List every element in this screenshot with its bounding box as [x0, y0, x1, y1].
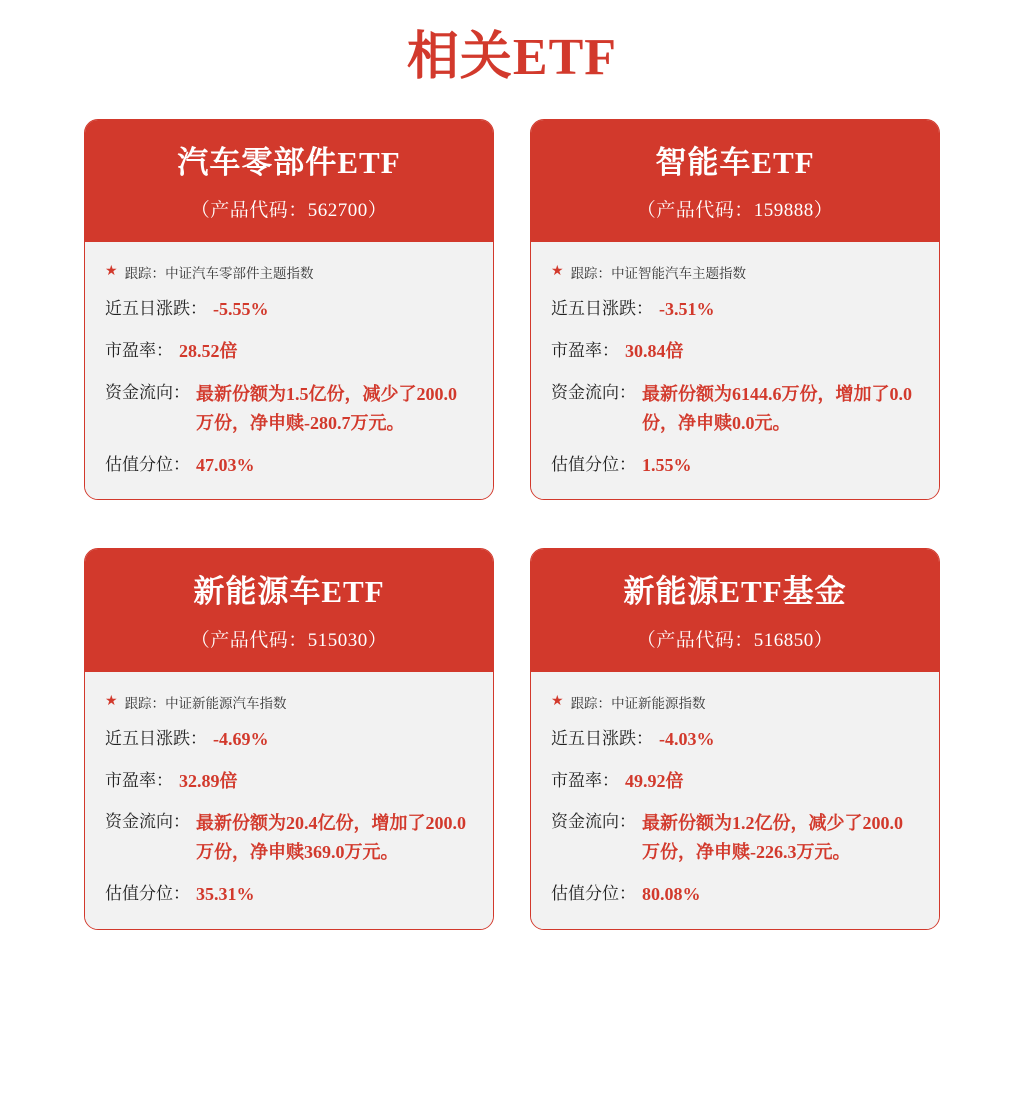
flow-label: 资金流向：	[551, 812, 636, 832]
five-day-label: 近五日涨跌：	[551, 728, 653, 748]
flow-value: 最新份额为6144.6万份，增加了0.0份，净申赎0.0元。	[642, 383, 912, 433]
etf-code-prefix: （产品代码：	[190, 629, 308, 651]
etf-card[interactable]	[84, 548, 494, 929]
track-text	[125, 262, 314, 282]
percentile-value: 80.08%	[642, 884, 701, 905]
five-day-row	[105, 726, 473, 754]
flow-value: 最新份额为1.5亿份，减少了200.0万份，净申赎-280.7万元。	[196, 383, 457, 433]
percentile-value: 1.55%	[642, 454, 692, 475]
pe-row	[551, 338, 919, 366]
percentile-row	[105, 881, 473, 909]
track-label: 跟踪：	[570, 695, 612, 711]
five-day-row	[551, 726, 919, 754]
etf-name: 智能车ETF	[655, 145, 815, 180]
five-day-label: 近五日涨跌：	[105, 299, 207, 319]
five-day-row	[551, 296, 919, 324]
etf-card-header	[531, 549, 939, 671]
etf-name: 新能源车ETF	[193, 574, 385, 610]
etf-code-suffix: ）	[813, 629, 834, 651]
etf-code-value: 159888	[753, 200, 814, 222]
pe-row	[105, 768, 473, 796]
flow-label: 资金流向：	[105, 812, 190, 832]
five-day-value: -4.69%	[213, 728, 269, 749]
etf-code-suffix: ）	[367, 629, 388, 651]
etf-card-body	[531, 672, 939, 929]
etf-card[interactable]	[84, 119, 494, 500]
flow-row	[105, 809, 473, 867]
star-icon: ★	[551, 264, 564, 280]
track-text	[571, 692, 706, 712]
track-text	[125, 692, 287, 712]
track-text	[571, 262, 747, 282]
etf-code-prefix: （产品代码：	[636, 629, 754, 651]
etf-code-prefix: （产品代码：	[636, 200, 754, 222]
percentile-value: 47.03%	[196, 454, 255, 475]
etf-code-suffix: ）	[367, 200, 388, 222]
percentile-row	[551, 452, 919, 480]
track-row	[105, 688, 473, 712]
etf-code-prefix: （产品代码：	[190, 200, 308, 222]
pe-label: 市盈率：	[551, 770, 619, 790]
etf-code-value: 516850	[753, 629, 814, 651]
etf-card[interactable]	[530, 119, 940, 500]
flow-row	[551, 380, 919, 438]
pe-value: 32.89倍	[179, 770, 238, 791]
etf-code	[95, 195, 483, 222]
percentile-row	[551, 881, 919, 909]
etf-card-header	[85, 120, 493, 242]
pe-value: 49.92倍	[625, 770, 684, 791]
etf-code	[541, 195, 929, 222]
etf-card-body	[85, 242, 493, 499]
five-day-value: -3.51%	[659, 299, 715, 320]
track-index: 中证汽车零部件主题指数	[165, 266, 314, 282]
flow-row	[551, 809, 919, 867]
etf-card-body	[85, 672, 493, 929]
five-day-label: 近五日涨跌：	[105, 728, 207, 748]
track-index: 中证新能源指数	[611, 695, 706, 711]
etf-name: 汽车零部件ETF	[177, 145, 401, 180]
pe-label: 市盈率：	[105, 341, 173, 361]
five-day-row	[105, 296, 473, 324]
five-day-value: -4.03%	[659, 728, 715, 749]
percentile-label: 估值分位：	[551, 884, 636, 904]
five-day-value: -5.55%	[213, 299, 269, 320]
etf-code	[541, 625, 929, 652]
track-row	[551, 258, 919, 282]
pe-value: 30.84倍	[625, 341, 684, 362]
etf-card-grid	[84, 119, 940, 930]
page-title: 相关ETF	[406, 29, 618, 86]
percentile-value: 35.31%	[196, 884, 255, 905]
etf-code-suffix: ）	[813, 200, 834, 222]
pe-value: 28.52倍	[179, 341, 238, 362]
track-label: 跟踪：	[124, 695, 166, 711]
etf-code	[95, 625, 483, 652]
etf-code-value: 515030	[307, 629, 368, 651]
flow-value: 最新份额为1.2亿份，减少了200.0万份，净申赎-226.3万元。	[642, 813, 903, 863]
track-row	[551, 688, 919, 712]
etf-card-body	[531, 242, 939, 499]
percentile-row	[105, 452, 473, 480]
star-icon: ★	[105, 264, 118, 280]
pe-row	[105, 338, 473, 366]
etf-card-header	[531, 120, 939, 242]
percentile-label: 估值分位：	[105, 884, 190, 904]
percentile-label: 估值分位：	[105, 454, 190, 474]
etf-card-header	[85, 549, 493, 671]
etf-page	[0, 14, 1024, 930]
track-row	[105, 258, 473, 282]
flow-label: 资金流向：	[551, 382, 636, 402]
etf-code-value: 562700	[307, 200, 368, 222]
flow-label: 资金流向：	[105, 382, 190, 402]
track-index: 中证新能源汽车指数	[165, 695, 287, 711]
flow-value: 最新份额为20.4亿份，增加了200.0万份，净申赎369.0万元。	[196, 813, 466, 863]
star-icon: ★	[105, 693, 118, 709]
flow-row	[105, 380, 473, 438]
pe-row	[551, 768, 919, 796]
pe-label: 市盈率：	[551, 341, 619, 361]
percentile-label: 估值分位：	[551, 454, 636, 474]
pe-label: 市盈率：	[105, 770, 173, 790]
track-label: 跟踪：	[124, 266, 166, 282]
track-index: 中证智能汽车主题指数	[611, 266, 747, 282]
etf-card[interactable]	[530, 548, 940, 929]
track-label: 跟踪：	[570, 266, 612, 282]
five-day-label: 近五日涨跌：	[551, 299, 653, 319]
star-icon: ★	[551, 693, 564, 709]
etf-name: 新能源ETF基金	[623, 574, 847, 610]
